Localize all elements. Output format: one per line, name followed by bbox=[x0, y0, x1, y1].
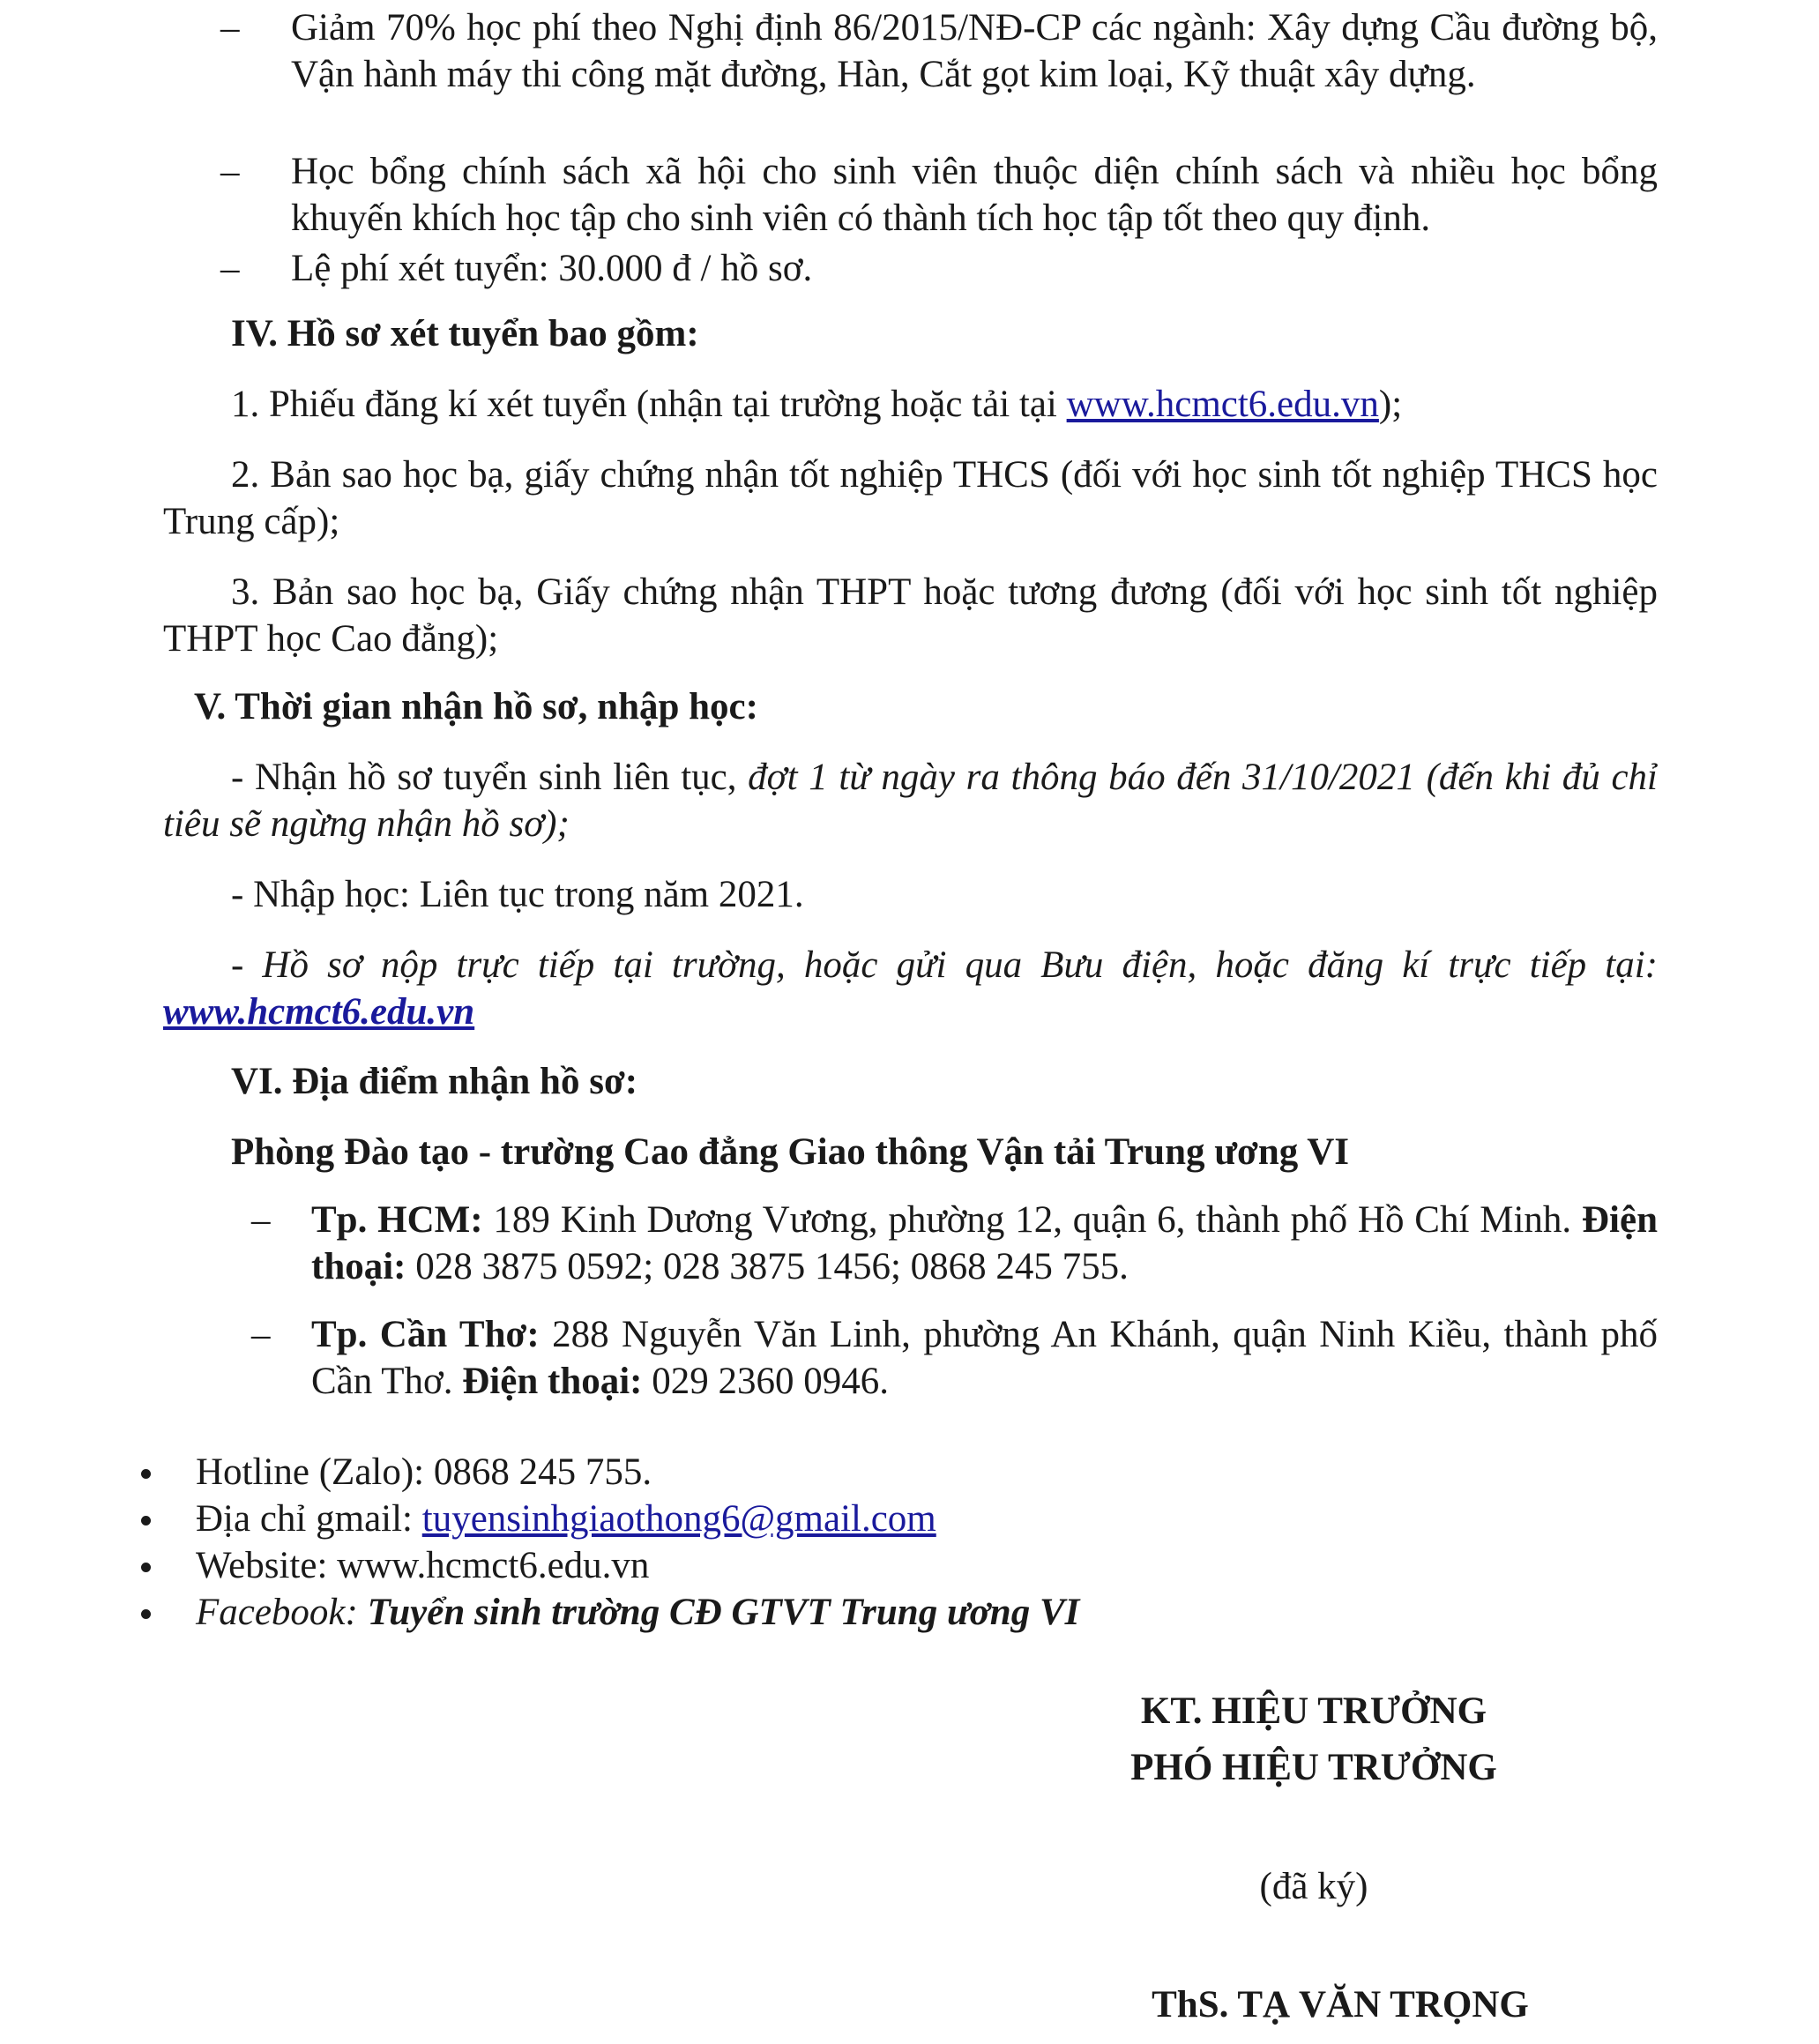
facebook-page-name: Tuyển sinh trường CĐ GTVT Trung ương VI bbox=[367, 1592, 1080, 1633]
office-name: Phòng Đào tạo - trường Cao đẳng Giao thông Vận tải Trung ương VI bbox=[231, 1131, 1350, 1173]
hcm-address: 189 Kinh Dương Vương, phường 12, quận 6, thành phố Hồ Chí Minh. bbox=[482, 1199, 1582, 1241]
dash-marker: – bbox=[251, 1199, 271, 1241]
dash-marker: – bbox=[220, 248, 240, 289]
location-can-tho bbox=[251, 1311, 1658, 1408]
can-tho-label: Tp. Cần Thơ: bbox=[311, 1314, 540, 1355]
section-iv-heading: IV. Hồ sơ xét tuyển bao gồm: bbox=[231, 313, 699, 354]
section-v-item-3 bbox=[163, 942, 1658, 1035]
bullet-icon bbox=[141, 1609, 151, 1619]
section-iv-item-1-suffix: ); bbox=[1378, 384, 1403, 425]
fee-item bbox=[220, 245, 1658, 294]
facebook-line bbox=[196, 1589, 1079, 1636]
website-text: Website: www.hcmct6.edu.vn bbox=[196, 1545, 650, 1586]
website-link[interactable]: www.hcmct6.edu.vn bbox=[1066, 384, 1379, 425]
gmail-label: Địa chỉ gmail: bbox=[196, 1498, 422, 1540]
signature-title-1: KT. HIỆU TRƯỞNG bbox=[1140, 1690, 1487, 1732]
bullet-icon bbox=[141, 1516, 151, 1526]
hcm-phone: 028 3875 0592; 028 3875 1456; 0868 245 755. bbox=[406, 1246, 1129, 1287]
can-tho-phone: 029 2360 0946. bbox=[642, 1361, 889, 1402]
hcm-phone-label: Điện thoại: bbox=[311, 1199, 1658, 1287]
section-v-item-1-italic: đợt 1 từ ngày ra thông báo đến 31/10/2021 (đến khi đủ chỉ tiêu sẽ ngừng nhận hồ sơ); bbox=[163, 757, 1658, 845]
section-v-item-1 bbox=[163, 754, 1658, 847]
location-can-tho-text bbox=[311, 1311, 1658, 1405]
section-v-heading: V. Thời gian nhận hồ sơ, nhập học: bbox=[194, 686, 758, 727]
section-v-item-3-italic: - Hồ sơ nộp trực tiếp tại trường, hoặc gửi qua Bưu điện, hoặc đăng kí trực tiếp tại: bbox=[231, 944, 1658, 986]
scholarship-text: Học bổng chính sách xã hội cho sinh viên thuộc diện chính sách và nhiều học bổng khuyến khích học tập cho sinh viên có thành tích học tập tốt theo quy định. bbox=[291, 151, 1658, 239]
fee-item bbox=[220, 148, 1658, 245]
bullet-icon bbox=[141, 1469, 151, 1479]
hcm-label: Tp. HCM: bbox=[311, 1199, 483, 1241]
signed-note: (đã ký) bbox=[1259, 1866, 1368, 1907]
bullet-icon bbox=[141, 1563, 151, 1572]
application-fee-text: Lệ phí xét tuyển: 30.000 đ / hồ sơ. bbox=[291, 248, 813, 289]
can-tho-phone-label: Điện thoại: bbox=[462, 1361, 643, 1402]
section-iv-item-1 bbox=[231, 381, 1402, 428]
section-v-item-1-text: - Nhận hồ sơ tuyển sinh liên tục, bbox=[231, 757, 749, 798]
section-vi-heading: VI. Địa điểm nhận hồ sơ: bbox=[231, 1061, 638, 1102]
section-iv-item-3: 3. Bản sao học bạ, Giấy chứng nhận THPT hoặc tương đương (đối với học sinh tốt nghiệp THPT học Cao đẳng); bbox=[163, 571, 1658, 660]
location-hcm bbox=[251, 1197, 1658, 1294]
section-v-item-2: - Nhập học: Liên tục trong năm 2021. bbox=[231, 874, 804, 915]
signature-title-2: PHÓ HIỆU TRƯỞNG bbox=[1130, 1747, 1497, 1788]
fee-item bbox=[220, 4, 1658, 145]
signer-name: ThS. TẠ VĂN TRỌNG bbox=[1152, 1984, 1529, 2025]
dash-marker: – bbox=[220, 151, 240, 192]
section-iv-item-1-text: 1. Phiếu đăng kí xét tuyển (nhận tại trường hoặc tải tại bbox=[231, 384, 1067, 425]
dash-marker: – bbox=[251, 1314, 271, 1355]
location-hcm-text bbox=[311, 1197, 1658, 1290]
fee-reduction-text: Giảm 70% học phí theo Nghị định 86/2015/NĐ-CP các ngành: Xây dựng Cầu đường bộ, Vận hành máy thi công mặt đường, Hàn, Cắt gọt kim loại, Kỹ thuật xây dựng. bbox=[291, 7, 1658, 95]
website-link[interactable]: www.hcmct6.edu.vn bbox=[163, 991, 475, 1033]
can-tho-address: 288 Nguyễn Văn Linh, phường An Khánh, quận Ninh Kiều, thành phố Cần Thơ. bbox=[311, 1314, 1659, 1402]
facebook-label: Facebook: bbox=[196, 1592, 368, 1633]
section-iv-item-2: 2. Bản sao học bạ, giấy chứng nhận tốt nghiệp THCS (đối với học sinh tốt nghiệp THCS học Trung cấp); bbox=[163, 454, 1658, 542]
gmail-link[interactable]: tuyensinhgiaothong6@gmail.com bbox=[421, 1498, 936, 1540]
dash-marker: – bbox=[220, 7, 240, 48]
gmail-line bbox=[196, 1496, 936, 1542]
hotline-text: Hotline (Zalo): 0868 245 755. bbox=[196, 1451, 652, 1493]
